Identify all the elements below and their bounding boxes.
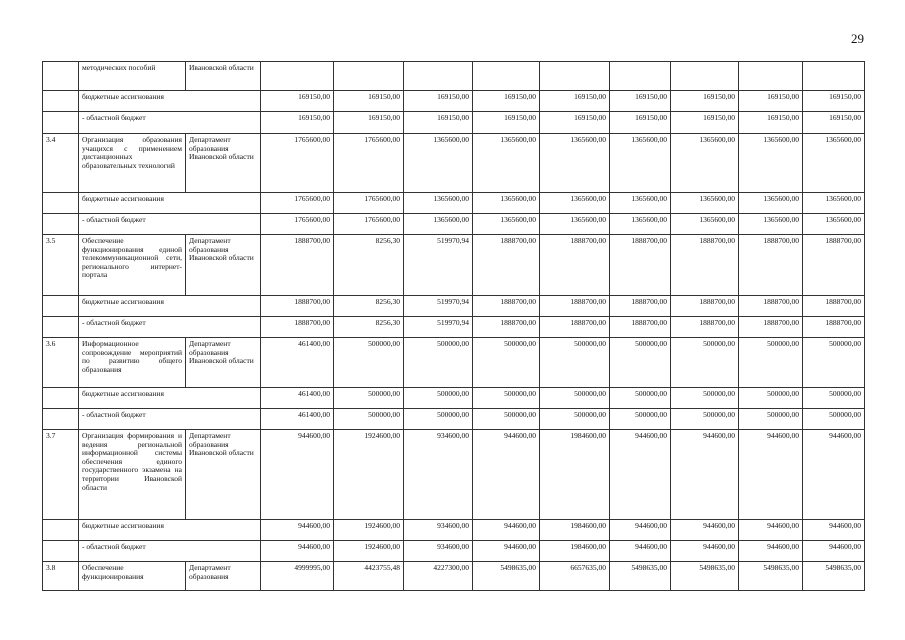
amount-cell: 1365600,00 xyxy=(610,193,671,214)
funding-source: бюджетные ассигнования xyxy=(79,388,261,409)
amount-cell: 1888700,00 xyxy=(739,317,803,338)
amount-cell: 1888700,00 xyxy=(473,296,540,317)
row-number xyxy=(43,296,79,317)
amount-cell: 1365600,00 xyxy=(473,134,540,193)
funding-source: - областной бюджет xyxy=(79,541,261,562)
amount-cell: 169150,00 xyxy=(473,91,540,112)
amount-cell: 1888700,00 xyxy=(261,296,334,317)
amount-cell: 1765600,00 xyxy=(334,134,404,193)
amount-cell: 1765600,00 xyxy=(334,214,404,235)
amount-cell: 500000,00 xyxy=(404,338,473,388)
amount-cell: 500000,00 xyxy=(404,409,473,430)
amount-cell: 500000,00 xyxy=(739,388,803,409)
row-number xyxy=(43,409,79,430)
activity-name: Организация формирования и ведения региональной информационной системы обеспечения единого государственного экзамена на территории Ивановской области xyxy=(79,430,186,520)
table-row-activity xyxy=(43,338,865,388)
amount-cell: 5498635,00 xyxy=(610,562,671,591)
amount-cell: 1765600,00 xyxy=(261,193,334,214)
amount-cell: 934600,00 xyxy=(404,520,473,541)
amount-cell: 500000,00 xyxy=(671,409,739,430)
amount-cell: 1365600,00 xyxy=(404,134,473,193)
amount-cell: 500000,00 xyxy=(610,409,671,430)
amount-cell: 1924600,00 xyxy=(334,520,404,541)
amount-cell: 500000,00 xyxy=(473,338,540,388)
funding-source: - областной бюджет xyxy=(79,214,261,235)
amount-cell: 944600,00 xyxy=(739,430,803,520)
amount-cell: 1365600,00 xyxy=(610,214,671,235)
page-number: 29 xyxy=(851,31,864,46)
amount-cell: 500000,00 xyxy=(803,388,865,409)
table-row-activity xyxy=(43,430,865,520)
amount-cell: 1365600,00 xyxy=(404,214,473,235)
amount-cell: 944600,00 xyxy=(610,541,671,562)
row-number xyxy=(43,214,79,235)
row-number: 3.4 xyxy=(43,134,79,193)
amount-cell: 500000,00 xyxy=(803,409,865,430)
amount-cell: 169150,00 xyxy=(473,112,540,134)
amount-cell: 1888700,00 xyxy=(473,317,540,338)
amount-cell: 1984600,00 xyxy=(540,430,610,520)
amount-cell: 500000,00 xyxy=(540,388,610,409)
amount-cell: 1365600,00 xyxy=(404,193,473,214)
amount-cell: 944600,00 xyxy=(261,520,334,541)
table-row-activity xyxy=(43,62,865,91)
amount-cell: 500000,00 xyxy=(540,338,610,388)
amount-cell: 1924600,00 xyxy=(334,541,404,562)
amount-cell: 169150,00 xyxy=(803,91,865,112)
table-row-funding xyxy=(43,214,865,235)
funding-source: бюджетные ассигнования xyxy=(79,91,261,112)
amount-cell: 1365600,00 xyxy=(803,134,865,193)
amount-cell: 1888700,00 xyxy=(803,235,865,296)
amount-cell: 944600,00 xyxy=(671,541,739,562)
amount-cell: 169150,00 xyxy=(671,91,739,112)
funding-source: - областной бюджет xyxy=(79,409,261,430)
activity-name: Информационное сопровождение мероприятий по развитию общего образования xyxy=(79,338,186,388)
table-row-activity xyxy=(43,562,865,591)
amount-cell: 934600,00 xyxy=(404,430,473,520)
amount-cell: 169150,00 xyxy=(803,112,865,134)
amount-cell xyxy=(473,62,540,91)
amount-cell: 934600,00 xyxy=(404,541,473,562)
amount-cell: 500000,00 xyxy=(739,338,803,388)
amount-cell: 944600,00 xyxy=(473,520,540,541)
activity-name: Организация образования учащихся с применением дистанционных образовательных технологий xyxy=(79,134,186,193)
amount-cell: 1888700,00 xyxy=(739,235,803,296)
amount-cell: 500000,00 xyxy=(334,388,404,409)
amount-cell: 169150,00 xyxy=(739,112,803,134)
table-body xyxy=(43,62,865,591)
table-row-activity xyxy=(43,235,865,296)
amount-cell: 169150,00 xyxy=(334,112,404,134)
amount-cell: 1765600,00 xyxy=(334,193,404,214)
amount-cell: 1365600,00 xyxy=(540,134,610,193)
amount-cell: 944600,00 xyxy=(671,430,739,520)
amount-cell: 944600,00 xyxy=(473,541,540,562)
amount-cell: 519970,94 xyxy=(404,296,473,317)
amount-cell: 169150,00 xyxy=(404,112,473,134)
amount-cell: 1888700,00 xyxy=(261,235,334,296)
amount-cell: 1888700,00 xyxy=(671,235,739,296)
amount-cell: 169150,00 xyxy=(334,91,404,112)
amount-cell xyxy=(334,62,404,91)
amount-cell: 944600,00 xyxy=(473,430,540,520)
amount-cell: 169150,00 xyxy=(540,112,610,134)
amount-cell: 169150,00 xyxy=(261,91,334,112)
amount-cell: 500000,00 xyxy=(610,338,671,388)
amount-cell: 1365600,00 xyxy=(671,193,739,214)
row-number xyxy=(43,193,79,214)
amount-cell: 1888700,00 xyxy=(261,317,334,338)
table-row-funding xyxy=(43,296,865,317)
row-number: 3.7 xyxy=(43,430,79,520)
table-row-funding xyxy=(43,317,865,338)
amount-cell: 5498635,00 xyxy=(803,562,865,591)
table-row-funding xyxy=(43,91,865,112)
row-number: 3.6 xyxy=(43,338,79,388)
amount-cell: 500000,00 xyxy=(803,338,865,388)
amount-cell: 1365600,00 xyxy=(739,193,803,214)
amount-cell: 1765600,00 xyxy=(261,214,334,235)
amount-cell: 1365600,00 xyxy=(540,193,610,214)
amount-cell: 500000,00 xyxy=(610,388,671,409)
amount-cell: 169150,00 xyxy=(739,91,803,112)
amount-cell: 1888700,00 xyxy=(671,317,739,338)
executor: Департамент образования Ивановской области xyxy=(186,235,261,296)
amount-cell: 5498635,00 xyxy=(473,562,540,591)
amount-cell: 1888700,00 xyxy=(610,317,671,338)
amount-cell: 944600,00 xyxy=(803,430,865,520)
amount-cell xyxy=(610,62,671,91)
amount-cell xyxy=(540,62,610,91)
amount-cell: 1888700,00 xyxy=(803,317,865,338)
executor: Ивановской области xyxy=(186,62,261,91)
amount-cell: 169150,00 xyxy=(610,91,671,112)
amount-cell xyxy=(803,62,865,91)
amount-cell: 1365600,00 xyxy=(473,193,540,214)
row-number xyxy=(43,62,79,91)
amount-cell xyxy=(404,62,473,91)
amount-cell: 1924600,00 xyxy=(334,430,404,520)
amount-cell: 500000,00 xyxy=(671,388,739,409)
funding-source: - областной бюджет xyxy=(79,317,261,338)
amount-cell: 944600,00 xyxy=(803,520,865,541)
amount-cell: 944600,00 xyxy=(261,430,334,520)
amount-cell: 1365600,00 xyxy=(739,134,803,193)
amount-cell: 944600,00 xyxy=(610,520,671,541)
amount-cell: 4423755,48 xyxy=(334,562,404,591)
amount-cell: 500000,00 xyxy=(473,388,540,409)
funding-source: бюджетные ассигнования xyxy=(79,296,261,317)
executor: Департамент образования xyxy=(186,562,261,591)
amount-cell: 1888700,00 xyxy=(671,296,739,317)
activity-name: Обеспечение функционирования единой телекоммуникационной сети, регионального интернет-портала xyxy=(79,235,186,296)
amount-cell: 1888700,00 xyxy=(540,296,610,317)
table-row-funding xyxy=(43,193,865,214)
amount-cell: 1365600,00 xyxy=(803,193,865,214)
amount-cell: 519970,94 xyxy=(404,235,473,296)
budget-table xyxy=(42,61,865,591)
table-row-funding xyxy=(43,541,865,562)
table-row-activity xyxy=(43,134,865,193)
row-number xyxy=(43,541,79,562)
amount-cell: 500000,00 xyxy=(739,409,803,430)
row-number xyxy=(43,520,79,541)
amount-cell: 1888700,00 xyxy=(610,235,671,296)
amount-cell: 1365600,00 xyxy=(540,214,610,235)
amount-cell: 1888700,00 xyxy=(540,317,610,338)
amount-cell: 944600,00 xyxy=(671,520,739,541)
table-row-funding xyxy=(43,409,865,430)
amount-cell: 1765600,00 xyxy=(261,134,334,193)
amount-cell: 6657635,00 xyxy=(540,562,610,591)
amount-cell: 519970,94 xyxy=(404,317,473,338)
amount-cell: 944600,00 xyxy=(610,430,671,520)
amount-cell: 4227300,00 xyxy=(404,562,473,591)
amount-cell: 944600,00 xyxy=(261,541,334,562)
amount-cell: 1984600,00 xyxy=(540,520,610,541)
amount-cell: 1365600,00 xyxy=(671,214,739,235)
amount-cell: 500000,00 xyxy=(540,409,610,430)
amount-cell: 169150,00 xyxy=(540,91,610,112)
amount-cell xyxy=(261,62,334,91)
amount-cell: 8256,30 xyxy=(334,235,404,296)
amount-cell: 5498635,00 xyxy=(739,562,803,591)
row-number xyxy=(43,112,79,134)
amount-cell: 1365600,00 xyxy=(473,214,540,235)
amount-cell: 1365600,00 xyxy=(671,134,739,193)
amount-cell: 500000,00 xyxy=(671,338,739,388)
table-row-funding xyxy=(43,520,865,541)
row-number xyxy=(43,388,79,409)
table-row-funding xyxy=(43,112,865,134)
funding-source: бюджетные ассигнования xyxy=(79,520,261,541)
activity-name: методических пособий xyxy=(79,62,186,91)
amount-cell: 1365600,00 xyxy=(610,134,671,193)
amount-cell xyxy=(739,62,803,91)
amount-cell: 1888700,00 xyxy=(610,296,671,317)
row-number xyxy=(43,91,79,112)
row-number xyxy=(43,317,79,338)
amount-cell: 8256,30 xyxy=(334,317,404,338)
amount-cell: 461400,00 xyxy=(261,338,334,388)
row-number: 3.8 xyxy=(43,562,79,591)
row-number: 3.5 xyxy=(43,235,79,296)
executor: Департамент образования Ивановской области xyxy=(186,338,261,388)
amount-cell: 4999995,00 xyxy=(261,562,334,591)
amount-cell: 169150,00 xyxy=(610,112,671,134)
amount-cell: 944600,00 xyxy=(739,541,803,562)
funding-source: бюджетные ассигнования xyxy=(79,193,261,214)
amount-cell: 500000,00 xyxy=(334,338,404,388)
amount-cell: 944600,00 xyxy=(803,541,865,562)
amount-cell: 500000,00 xyxy=(404,388,473,409)
amount-cell xyxy=(671,62,739,91)
amount-cell: 169150,00 xyxy=(404,91,473,112)
amount-cell: 500000,00 xyxy=(334,409,404,430)
amount-cell: 1984600,00 xyxy=(540,541,610,562)
amount-cell: 1888700,00 xyxy=(739,296,803,317)
activity-name: Обеспечение функционирования xyxy=(79,562,186,591)
executor: Департамент образования Ивановской области xyxy=(186,430,261,520)
table-row-funding xyxy=(43,388,865,409)
amount-cell: 169150,00 xyxy=(671,112,739,134)
executor: Департамент образования Ивановской области xyxy=(186,134,261,193)
amount-cell: 1888700,00 xyxy=(540,235,610,296)
amount-cell: 1365600,00 xyxy=(739,214,803,235)
amount-cell: 461400,00 xyxy=(261,388,334,409)
amount-cell: 169150,00 xyxy=(261,112,334,134)
funding-source: - областной бюджет xyxy=(79,112,261,134)
amount-cell: 5498635,00 xyxy=(671,562,739,591)
amount-cell: 8256,30 xyxy=(334,296,404,317)
amount-cell: 1888700,00 xyxy=(473,235,540,296)
amount-cell: 1888700,00 xyxy=(803,296,865,317)
amount-cell: 944600,00 xyxy=(739,520,803,541)
amount-cell: 1365600,00 xyxy=(803,214,865,235)
amount-cell: 461400,00 xyxy=(261,409,334,430)
amount-cell: 500000,00 xyxy=(473,409,540,430)
